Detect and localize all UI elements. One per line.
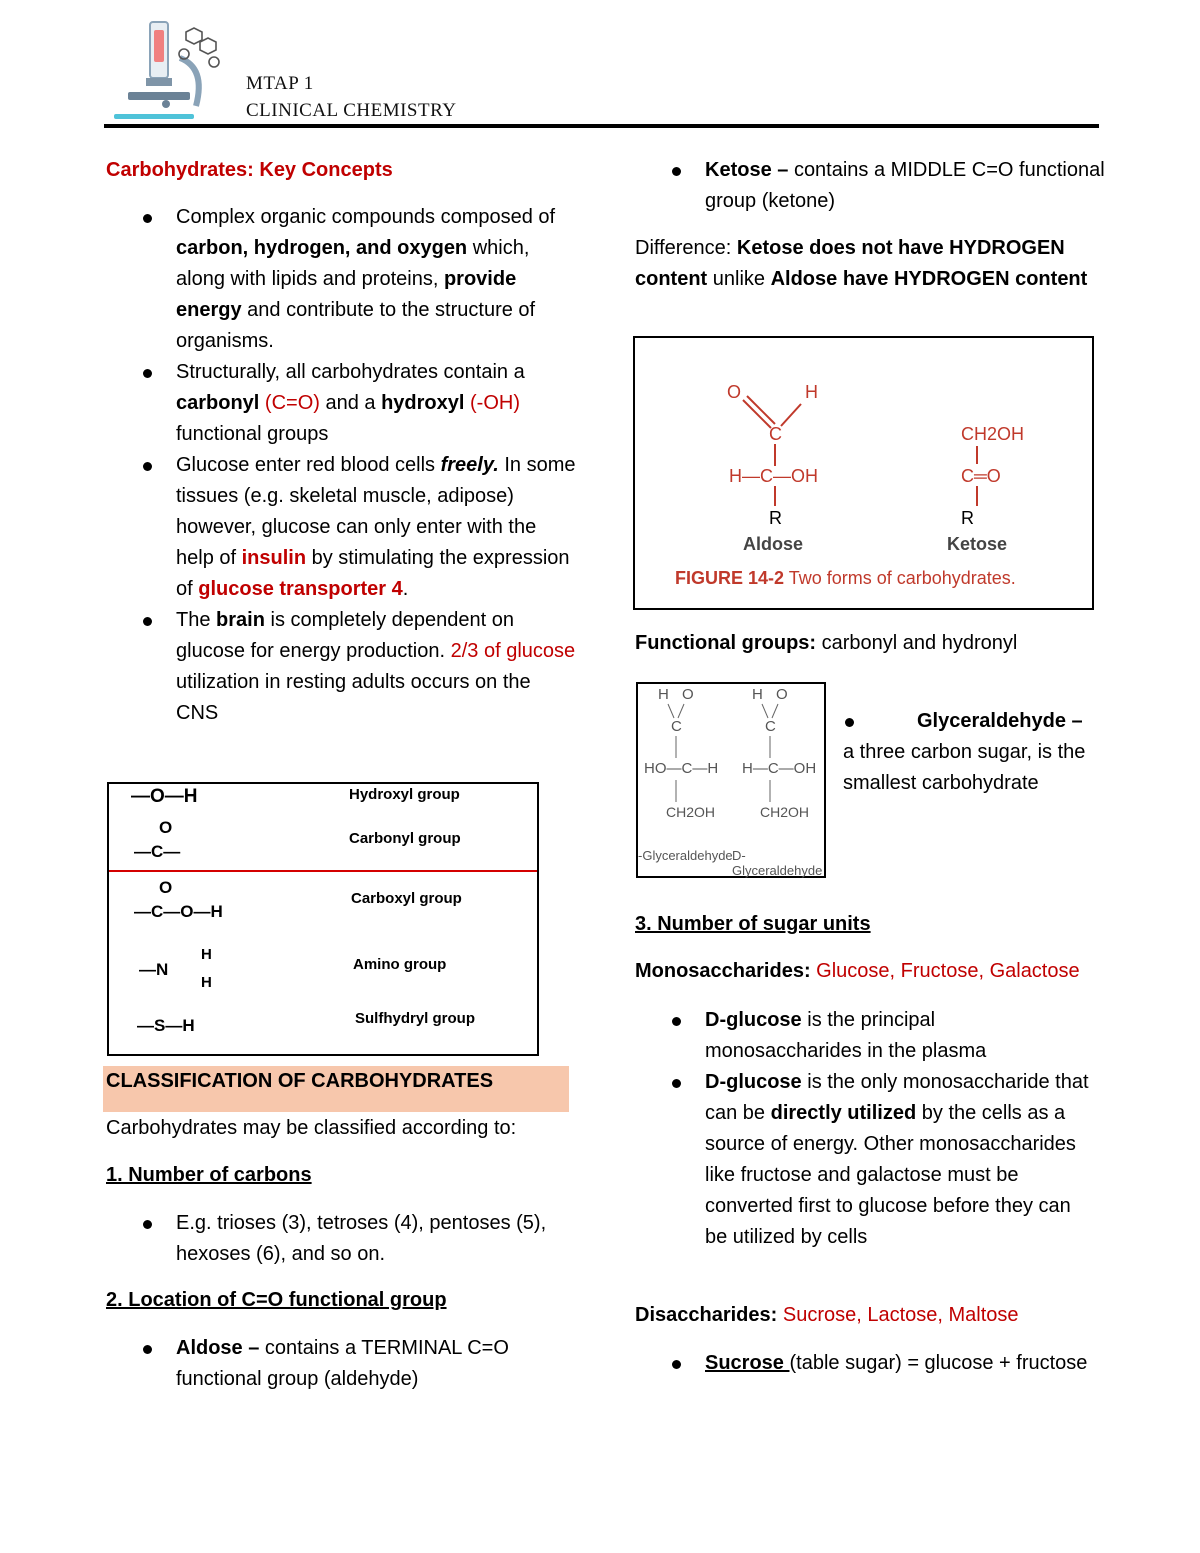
- text-bold: Ketose –: [705, 159, 794, 181]
- text: contains a MIDDLE C=O functional group (ketone): [705, 159, 1105, 212]
- text-bold: hydroxyl: [381, 392, 465, 414]
- gly2-ch2oh: CH2OH: [760, 804, 810, 820]
- gly2-label: D-Glyceraldehyde: [732, 848, 823, 878]
- amino-h-bottom: H: [201, 974, 212, 991]
- disaccharides-list: [635, 1348, 1095, 1379]
- text-bold-italic: freely.: [440, 454, 499, 476]
- list-item: [635, 155, 1105, 217]
- list-item: [635, 1005, 1095, 1067]
- text: contains a TERMINAL C=O functional group (aldehyde): [176, 1337, 509, 1390]
- carboxyl-label: Carboxyl group: [351, 890, 462, 907]
- section-3-title: 3. Number of sugar units: [635, 913, 871, 935]
- list-item: E.g. trioses (3), tetroses (4), pentoses (5), hexoses (6), and so on.: [106, 1208, 576, 1270]
- sulfhydryl-label: Sulfhydryl group: [355, 1010, 475, 1027]
- list-item: [106, 1333, 576, 1395]
- text-bold: D-glucose: [705, 1009, 802, 1031]
- glyceraldehyde-figure: [636, 682, 826, 878]
- bullet-icon: [845, 718, 854, 727]
- aldose-label: Aldose: [743, 534, 804, 554]
- text-bold: D-glucose: [705, 1071, 802, 1093]
- aldose-carbon: C: [769, 424, 782, 444]
- course-code: MTAP 1: [246, 73, 314, 94]
- aldose-r: R: [769, 508, 782, 528]
- text-bold: Glyceraldehyde –: [917, 710, 1083, 732]
- gly1-ch2oh: CH2OH: [666, 804, 716, 820]
- text-bold: carbonyl: [176, 392, 260, 414]
- ketose-co: C═O: [961, 466, 1001, 486]
- text-bold: brain: [216, 609, 265, 631]
- text: unlike: [707, 268, 771, 290]
- text: Difference:: [635, 237, 737, 259]
- aldose-ketose-figure: [633, 336, 1094, 610]
- text-bold: Sucrose: [705, 1352, 790, 1374]
- classification-title: CLASSIFICATION OF CARBOHYDRATES: [106, 1070, 494, 1092]
- gly2-c: C: [765, 718, 776, 735]
- text: and contribute to the structure of organisms.: [176, 299, 536, 352]
- section-1-title: 1. Number of carbons: [106, 1164, 312, 1186]
- caption-text: Two forms of carbohydrates.: [784, 568, 1016, 588]
- ketose-ch2oh: CH2OH: [961, 424, 1025, 444]
- key-concepts-list: [106, 202, 576, 729]
- note-first-line: [843, 706, 1098, 737]
- text-bold: Disaccharides:: [635, 1304, 778, 1326]
- text: The: [176, 609, 217, 631]
- text-bold: Aldose have HYDROGEN content: [770, 268, 1088, 290]
- text: .: [402, 578, 409, 600]
- functional-groups-figure: [107, 782, 539, 1056]
- carboxyl-formula: —C—O—H: [134, 902, 223, 921]
- gly1-row: HO—C—H: [644, 760, 719, 777]
- section-2-title: 2. Location of C=O functional group: [106, 1289, 447, 1311]
- gly1-o: O: [682, 686, 694, 703]
- ketose-label: Ketose: [947, 534, 1008, 554]
- text: functional groups: [176, 423, 329, 445]
- caption-bold: FIGURE 14-2: [675, 568, 785, 588]
- ketose-list: [635, 155, 1105, 217]
- glyceraldehyde-note: [843, 706, 1098, 799]
- gly2-row: H—C—OH: [742, 760, 817, 777]
- text: is the only monosaccharide that can be: [705, 1071, 1089, 1124]
- text-red: (-OH): [464, 392, 520, 414]
- classification-intro: Carbohydrates may be classified according to:: [106, 1117, 517, 1139]
- text: Structurally, all carbohydrates contain a: [176, 361, 525, 383]
- text-bold: Monosaccharides:: [635, 960, 811, 982]
- functional-groups-line: [635, 628, 1017, 659]
- text: (table sugar) = glucose + fructose: [789, 1352, 1088, 1374]
- text: carbonyl and hydronyl: [816, 632, 1018, 654]
- amino-h-top: H: [201, 946, 212, 963]
- sulfhydryl-formula: —S—H: [137, 1016, 195, 1035]
- aldose-oxygen: O: [727, 382, 742, 402]
- section-2-list: [106, 1333, 576, 1395]
- text: In some tissues (e.g. skeletal muscle, adipose) however, glucose can only enter with the help of: [176, 454, 576, 569]
- list-item: [106, 202, 576, 357]
- text-bold: carbon, hydrogen, and oxygen: [176, 237, 468, 259]
- text-red: Glucose, Fructose, Galactose: [810, 960, 1080, 982]
- carboxyl-oxygen: O: [159, 878, 173, 897]
- list-item: [106, 605, 576, 729]
- text-red: (C=O): [259, 392, 320, 414]
- aldose-hcoh: H—C—OH: [729, 466, 818, 486]
- gly1-c: C: [671, 718, 682, 735]
- gly2-o: O: [776, 686, 788, 703]
- text-red: insulin: [241, 547, 307, 569]
- gly2-h: H: [752, 686, 763, 703]
- list-item: [635, 1348, 1095, 1379]
- subject-name: CLINICAL CHEMISTRY: [246, 100, 457, 121]
- list-item: [106, 357, 576, 450]
- list-item: [106, 450, 576, 605]
- gly1-h: H: [658, 686, 669, 703]
- amino-formula: —N: [139, 960, 169, 979]
- amino-label: Amino group: [353, 956, 447, 973]
- carbonyl-formula: —C—: [134, 842, 181, 861]
- text-red: 2/3 of glucose: [450, 640, 576, 662]
- microscope-logo-icon: [110, 18, 230, 122]
- text: by stimulating the expression of: [176, 547, 570, 600]
- text: is completely dependent on glucose for energy production.: [176, 609, 514, 662]
- text-red: Sucrose, Lactose, Maltose: [777, 1304, 1019, 1326]
- carbonyl-label: Carbonyl group: [349, 830, 461, 847]
- text: and a: [319, 392, 382, 414]
- difference-paragraph: [635, 233, 1095, 295]
- text: utilization in resting adults occurs on the CNS: [176, 671, 531, 724]
- carbonyl-oxygen: O: [159, 818, 173, 837]
- list-item: [635, 1067, 1095, 1253]
- hydroxyl-label: Hydroxyl group: [349, 786, 460, 803]
- header-rule: [104, 124, 1099, 128]
- aldose-hydrogen: H: [805, 382, 818, 402]
- text-red: glucose transporter 4: [198, 578, 403, 600]
- monosaccharides-line: [635, 956, 1080, 987]
- divider-line: [109, 870, 537, 872]
- text-bold: directly utilized: [770, 1102, 917, 1124]
- text: is the principal monosaccharides in the plasma: [705, 1009, 987, 1062]
- text-bold: Functional groups:: [635, 632, 817, 654]
- text: by the cells as a source of energy. Other monosaccharides like fructose and galactose must be converted first to glucose before they can be utilized by cells: [705, 1102, 1076, 1248]
- monosaccharides-list: [635, 1005, 1095, 1253]
- text: a three carbon sugar, is the smallest carbohydrate: [843, 741, 1086, 794]
- text-bold: Aldose –: [176, 1337, 265, 1359]
- text: Glucose enter red blood cells: [176, 454, 441, 476]
- section-1-list: [106, 1208, 576, 1270]
- text-bold: Ketose does not have HYDROGEN content: [635, 237, 1065, 290]
- disaccharides-line: [635, 1300, 1019, 1331]
- ketose-r: R: [961, 508, 974, 528]
- hydroxyl-formula: —O—H: [131, 786, 198, 807]
- text: which, along with lipids and proteins,: [176, 237, 530, 290]
- header-text: [246, 70, 456, 124]
- text: Complex organic compounds composed of: [176, 206, 556, 228]
- figure-caption: [675, 568, 1016, 589]
- text-bold: provide energy: [176, 268, 517, 321]
- key-concepts-heading: Carbohydrates: Key Concepts: [106, 159, 393, 181]
- gly1-label: -Glyceraldehyde: [638, 848, 733, 863]
